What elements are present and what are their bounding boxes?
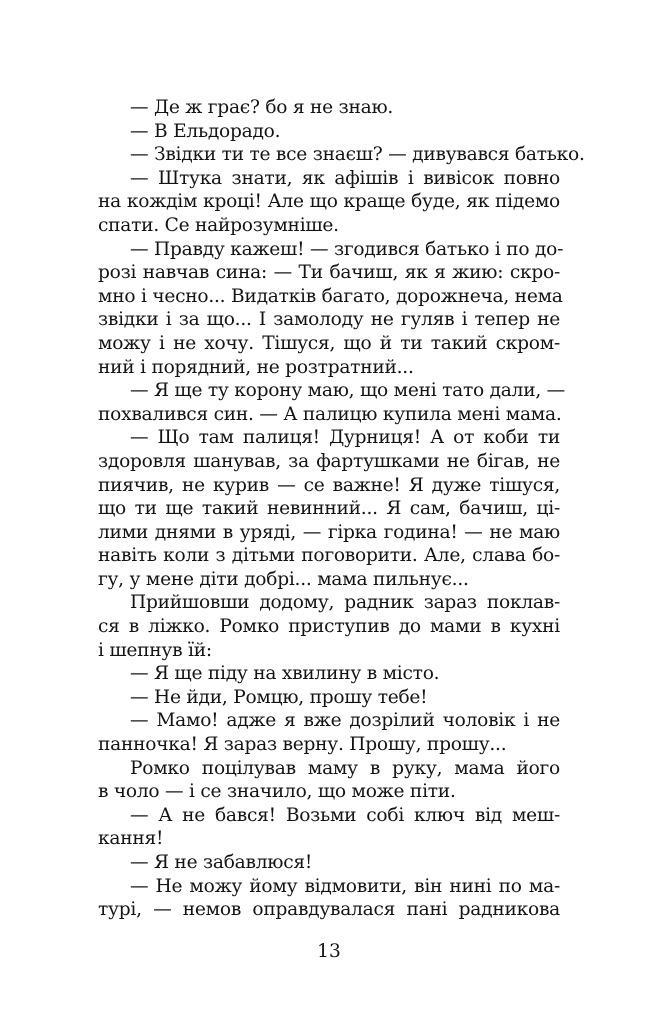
text-line: мно і чесно... Видатків багато, дорожнеча, нема [98,285,563,307]
text-line: — Мамо! адже я вже дозрілий чоловік і не [130,710,560,732]
text-line: — В Ельдорадо. [130,120,281,142]
text-line: ний і порядний, не розтратний... [98,356,414,378]
text-line: — А не бався! Возьми собі ключ від меш- [130,804,560,826]
text-line: на кождім кроці! Але що краще буде, як підемо [98,191,560,213]
text-line: — Я ще ту корону маю, що мені тато дали, — [130,380,566,402]
text-line: — Штука знати, як афішів і вивісок повно [130,167,560,189]
page-text [98,96,585,922]
text-line: пиячив, не курив — се важне! Я дуже тішуся, [98,474,560,496]
text-line: навіть коли з дітьми поговорити. Але, слава бо- [98,545,560,567]
text-line: кання! [98,828,164,850]
text-line: турі, — немов оправдувалася пані радникова [98,899,560,921]
text-line: — Де ж грає? бо я не знаю. [130,97,394,118]
text-line: — Що там палиця! Дурниця! А от коби ти [130,427,560,449]
text-line: — Не можу йому відмовити, він нині по ма- [130,875,560,897]
text-line: — Я не забавлюся! [130,852,313,873]
text-line: можу і не хочу. Тішуся, що й ти такий скром- [98,332,560,354]
text-line: похвалився син. — А палицю купила мені мама. [98,403,562,425]
text-line: панночка! Я зараз верну. Прошу, прошу... [98,734,507,756]
text-line: і шепнув їй: [98,639,212,661]
text-line: гу, у мене діти добрі... мама пильнує... [98,568,469,590]
text-line: — Звідки ти те все знаєш? — дивувався батько. [130,144,585,166]
text-line: Ромко поцілував маму в руку, мама його [130,757,560,779]
text-line: звідки і за що... І замолоду не гуляв і тепер не [98,309,560,331]
text-line: — Правду кажеш! — згодився батько і по до- [130,238,564,260]
text-line: Прийшовши додому, радник зараз поклав- [130,592,560,614]
text-line: спати. Се найрозумніше. [98,214,339,236]
page-number: 13 [317,941,341,962]
text-line: ся в ліжко. Ромко приступив до мами в кухні [98,616,560,638]
text-line: лими днями в уряді, — гірка година! — не маю [98,521,560,543]
text-line: що ти ще такий невинний... Я сам, бачиш, ці- [98,498,560,520]
text-line: здоровля шанував, за фартушками не бігав, не [98,450,560,472]
text-line: — Не йди, Ромцю, прошу тебе! [130,686,428,708]
text-line: — Я ще піду на хвилину в місто. [130,663,440,685]
text-line: розі навчав сина: — Ти бачиш, як я жию: скро- [98,262,560,284]
text-line: в чоло — і се значило, що може піти. [98,781,456,803]
